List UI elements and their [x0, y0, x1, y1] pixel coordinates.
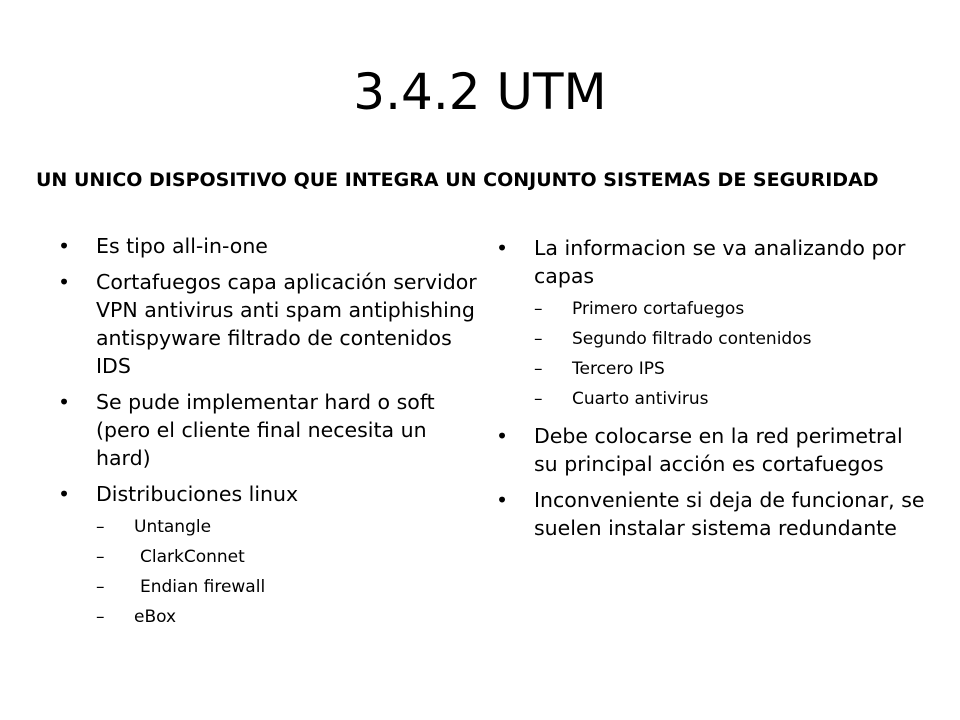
sub-list-item-text: ClarkConnet — [140, 547, 245, 567]
dash-marker: – — [534, 359, 543, 379]
right-bullet-list — [496, 234, 926, 542]
dash-marker: – — [534, 389, 543, 409]
list-item — [58, 388, 478, 472]
sub-list-item — [96, 542, 478, 572]
slide-subtitle: UN UNICO DISPOSITIVO QUE INTEGRA UN CONJUNTO SISTEMAS DE SEGURIDAD — [36, 169, 879, 191]
sub-list-item — [96, 602, 478, 632]
list-item — [496, 486, 926, 542]
sub-list-item-text: Tercero IPS — [572, 359, 665, 379]
list-item — [496, 422, 926, 478]
sub-list-item — [534, 354, 926, 384]
list-item-text: Distribuciones linux — [96, 482, 299, 506]
bullet-marker: • — [496, 236, 509, 260]
bullet-marker: • — [58, 234, 71, 258]
dash-marker: – — [534, 329, 543, 349]
bullet-marker: • — [496, 488, 509, 512]
sub-list — [96, 512, 478, 632]
list-item-text: La informacion se va analizando por capas — [534, 236, 906, 288]
sub-list-item-text: Untangle — [134, 517, 212, 537]
list-item — [58, 232, 478, 260]
list-item-text: Es tipo all-in-one — [96, 234, 268, 258]
sub-list-item — [96, 572, 478, 602]
list-item-text: Se pude implementar hard o soft (pero el cliente final necesita un hard) — [96, 390, 435, 470]
sub-list-item — [534, 324, 926, 354]
list-item-text: Debe colocarse en la red perimetral su principal acción es cortafuegos — [534, 424, 903, 476]
sub-list-item — [534, 384, 926, 414]
sub-list-item-text: Segundo filtrado contenidos — [572, 329, 812, 349]
list-item-text: Inconveniente si deja de funcionar, se suelen instalar sistema redundante — [534, 488, 925, 540]
list-item-text: Cortafuegos capa aplicación servidor VPN antivirus anti spam antiphishing antispyware filtrado de contenidos IDS — [96, 270, 477, 378]
sub-list-item — [534, 294, 926, 324]
left-column — [58, 232, 478, 640]
left-bullet-list — [58, 232, 478, 632]
list-item — [58, 480, 478, 632]
dash-marker: – — [96, 577, 105, 597]
sub-list-item-text: eBox — [134, 607, 177, 627]
list-item — [58, 268, 478, 380]
slide-title: 3.4.2 UTM — [353, 63, 607, 121]
dash-marker: – — [96, 607, 105, 627]
sub-list — [534, 294, 926, 414]
right-column — [496, 234, 926, 550]
sub-list-item — [96, 512, 478, 542]
bullet-marker: • — [58, 270, 71, 294]
sub-list-item-text: Endian firewall — [140, 577, 266, 597]
bullet-marker: • — [496, 424, 509, 448]
bullet-marker: • — [58, 482, 71, 506]
bullet-marker: • — [58, 390, 71, 414]
dash-marker: – — [96, 517, 105, 537]
list-item — [496, 234, 926, 414]
sub-list-item-text: Primero cortafuegos — [572, 299, 745, 319]
dash-marker: – — [534, 299, 543, 319]
dash-marker: – — [96, 547, 105, 567]
sub-list-item-text: Cuarto antivirus — [572, 389, 709, 409]
